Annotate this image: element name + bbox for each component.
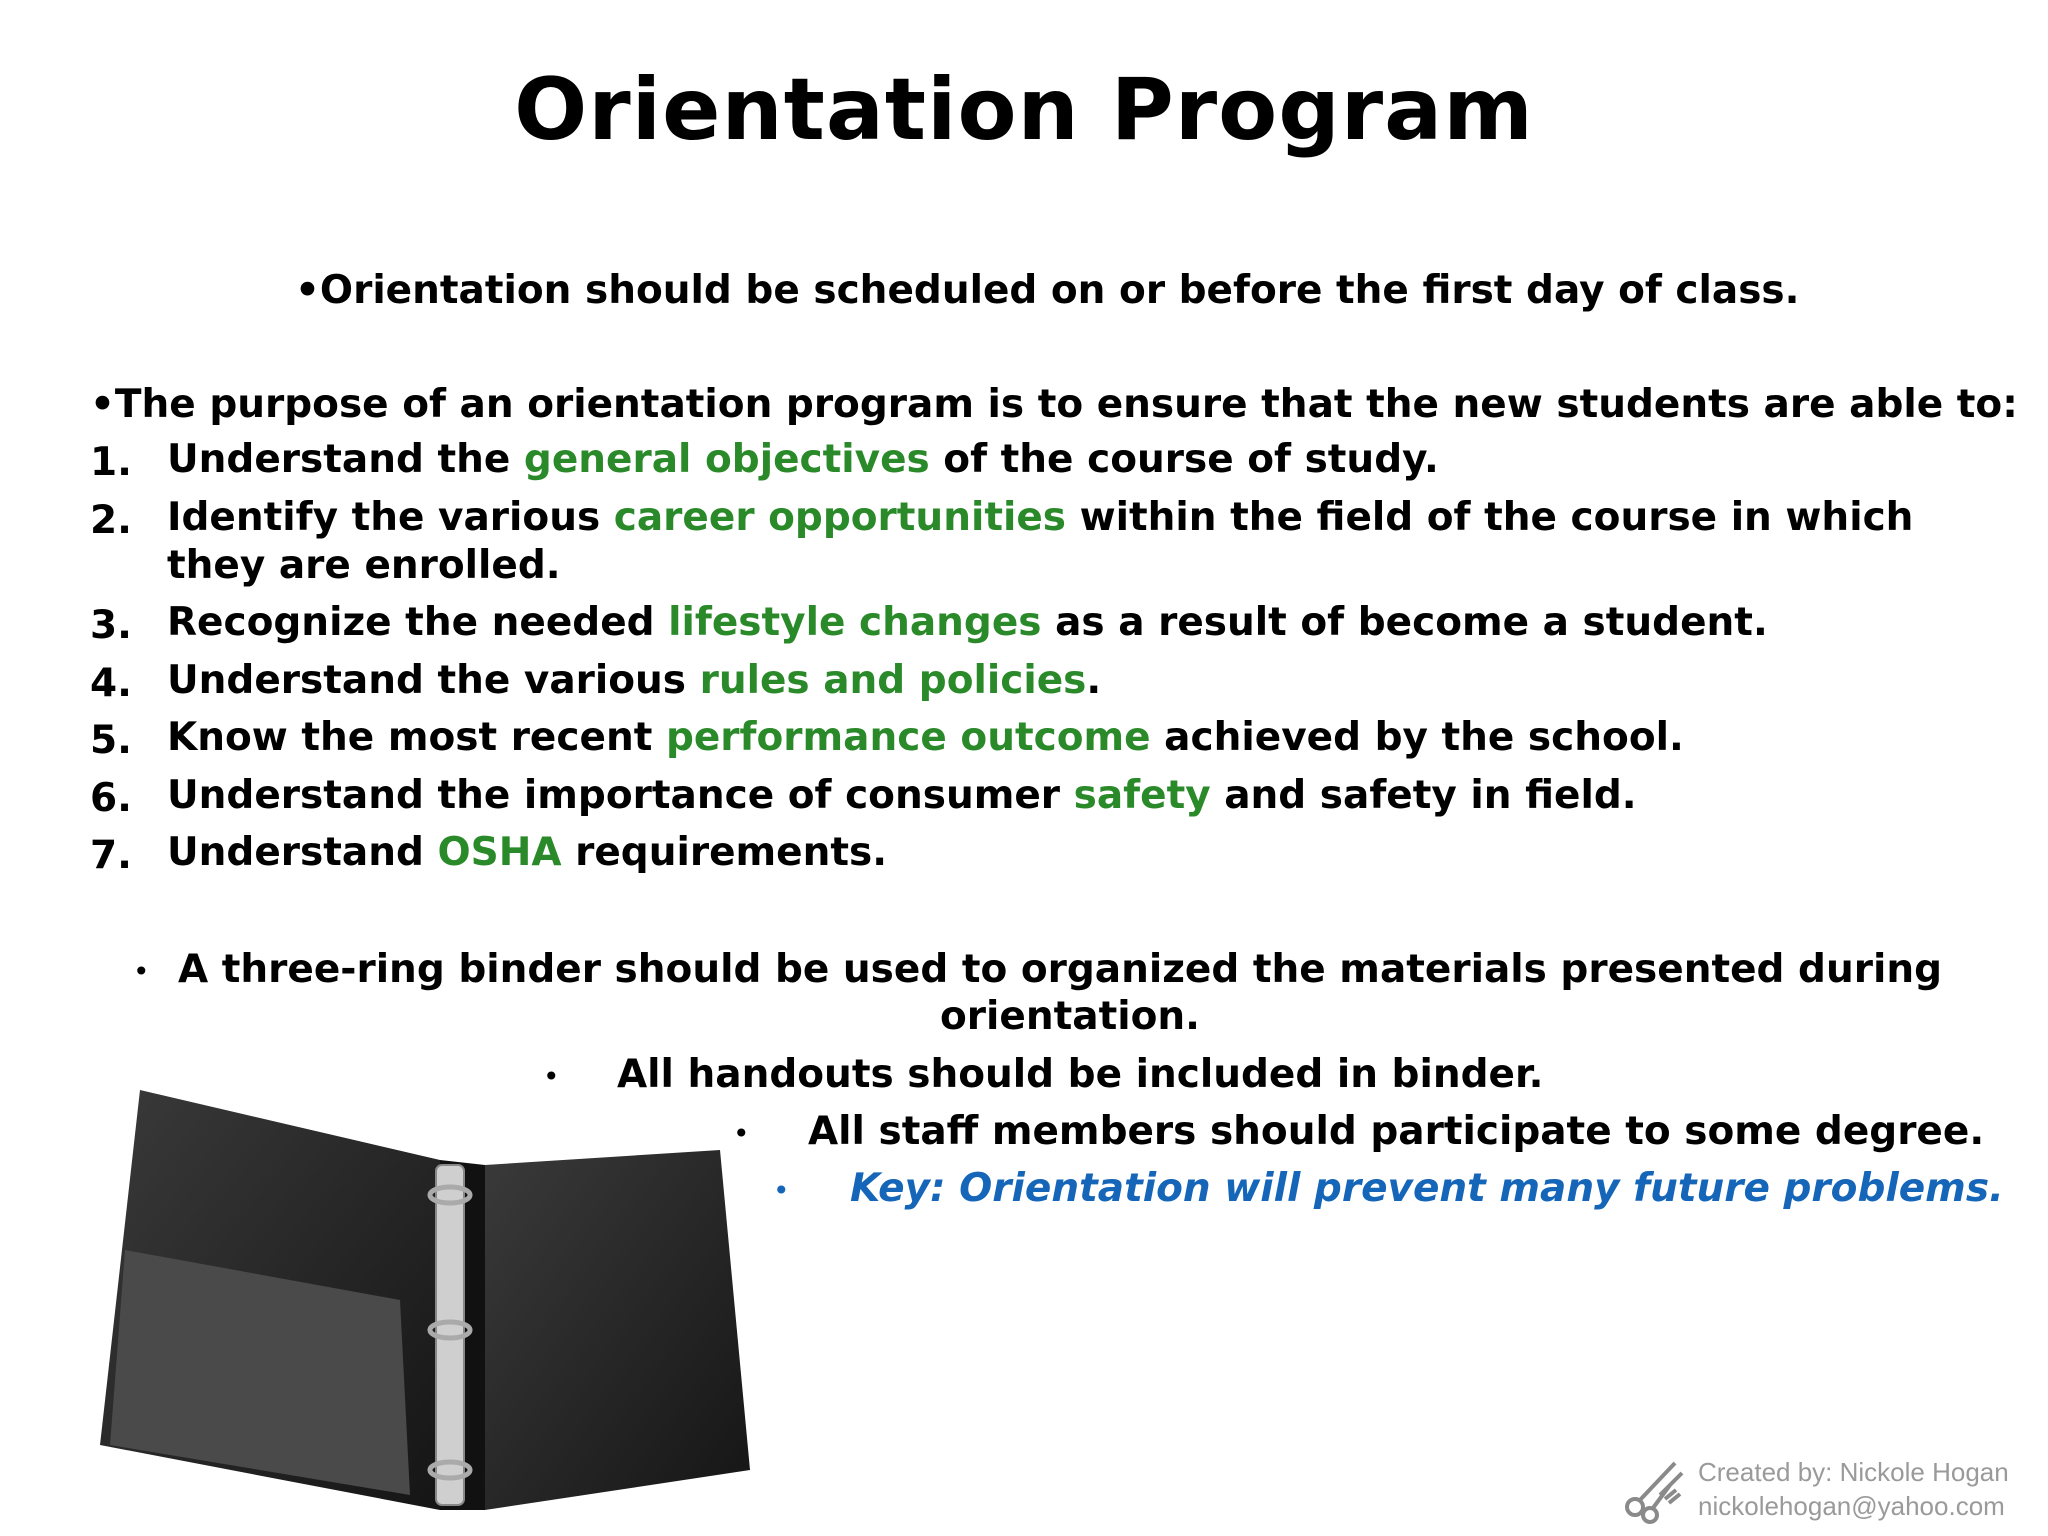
list-number: 1. (90, 440, 132, 485)
list-item: Understand the various rules and policies. (167, 658, 1102, 703)
binder-right-cover (485, 1150, 750, 1510)
intro-bullet-purpose: •The purpose of an orientation program is to ensure that the new students are able to: (90, 382, 2018, 427)
credit-watermark (1620, 1455, 2040, 1525)
list-number: 5. (90, 718, 132, 763)
bullet-icon: • (133, 955, 150, 988)
bullet-icon: • (733, 1117, 750, 1150)
list-item: Understand OSHA requirements. (167, 830, 888, 875)
list-number: 3. (90, 603, 132, 648)
credit-author: Created by: Nickole Hogan (1698, 1457, 2009, 1487)
page-title: Orientation Program (514, 60, 1534, 160)
scissors-comb-icon (1620, 1455, 1690, 1525)
list-item: Understand the general objectives of the course of study. (167, 437, 1439, 482)
bullet-icon: • (773, 1174, 790, 1207)
intro-bullet-schedule: •Orientation should be scheduled on or before the first day of class. (295, 268, 1800, 313)
list-number: 2. (90, 498, 132, 543)
key-bullet: Key: Orientation will prevent many future problems. (850, 1166, 2004, 1211)
credit-email: nickolehogan@yahoo.com (1698, 1491, 2005, 1521)
bullet-icon: • (543, 1060, 560, 1093)
list-item: Understand the importance of consumer safety and safety in field. (167, 773, 1637, 818)
list-item: Know the most recent performance outcome achieved by the school. (167, 715, 1684, 760)
binder-bullet-line1: A three-ring binder should be used to organized the materials presented during (177, 947, 1943, 992)
list-number: 6. (90, 776, 132, 821)
list-number: 4. (90, 661, 132, 706)
list-number: 7. (90, 833, 132, 878)
staff-bullet: All staff members should participate to some degree. (808, 1109, 1985, 1154)
list-item: Identify the various career opportunities within the field of the course in which they are enrolled. (167, 495, 1914, 588)
handouts-bullet: All handouts should be included in binder. (617, 1052, 1544, 1097)
list-item: Recognize the needed lifestyle changes as a result of become a student. (167, 600, 1768, 645)
binder-image (90, 1070, 790, 1510)
binder-bullet-line2: orientation. (940, 994, 1200, 1039)
